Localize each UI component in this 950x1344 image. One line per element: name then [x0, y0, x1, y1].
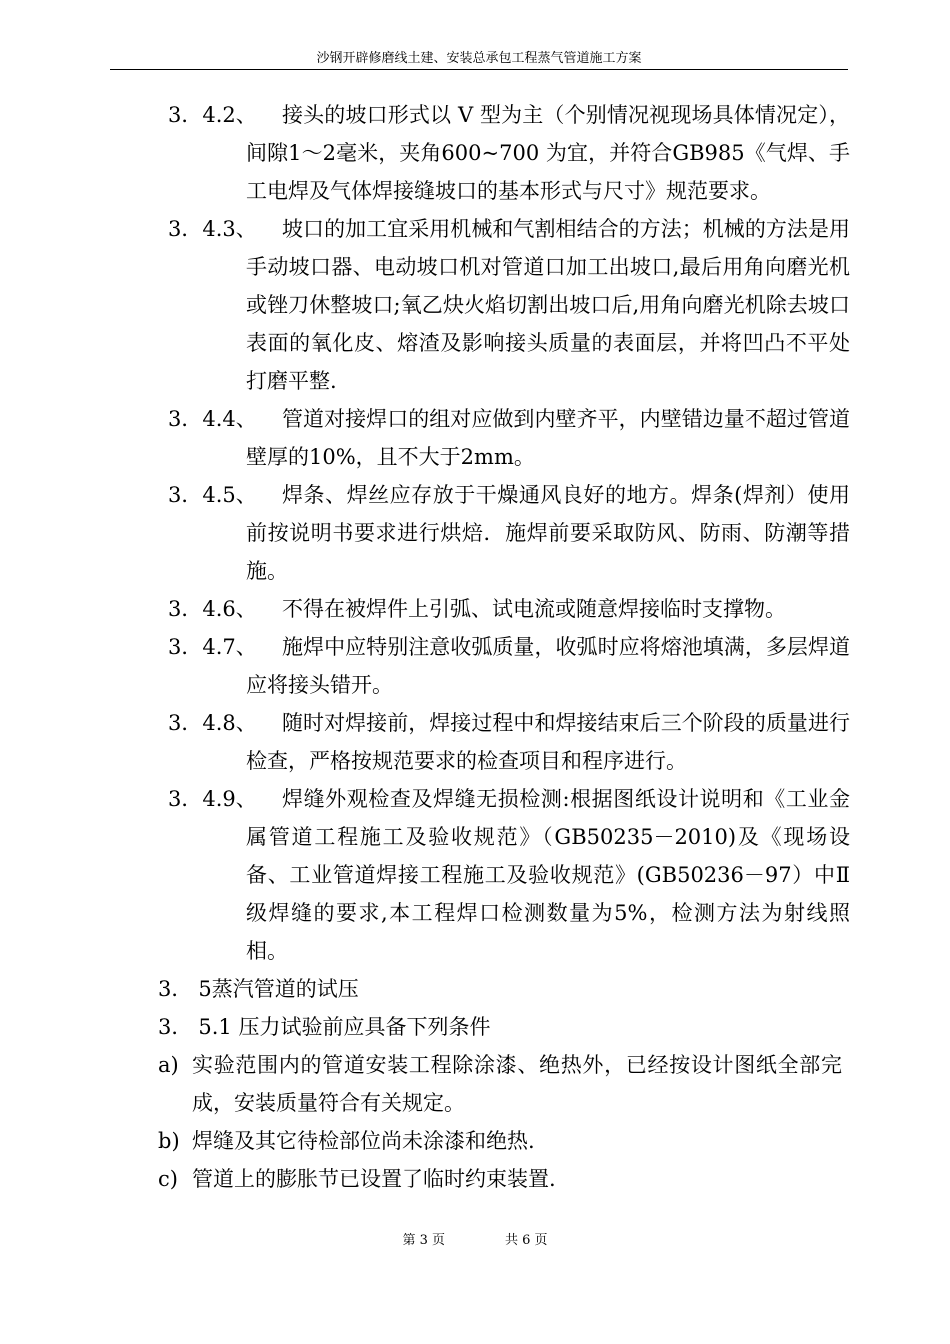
clause-number: 3．4.7、 — [168, 635, 257, 659]
condition-c — [0, 1160, 842, 1198]
clause-number: 3．4.3、 — [168, 217, 257, 241]
clause-text: 随时对焊接前，焊接过程中和焊接结束后三个阶段的质量进行检查，严格按规范要求的检查项目和程序进行。 — [246, 711, 850, 773]
clause-3-4-8 — [0, 704, 850, 780]
clause-number: 3．4.5、 — [168, 483, 257, 507]
clause-text: 不得在被焊件上引弧、试电流或随意焊接临时支撑物。 — [282, 597, 786, 621]
clause-3-4-2 — [0, 96, 850, 210]
clause-number: 3．4.9、 — [168, 787, 257, 811]
clause-number: 3．4.6、 — [168, 597, 257, 621]
condition-text: 焊缝及其它待检部位尚未涂漆和绝热. — [192, 1129, 535, 1153]
condition-label: a) — [158, 1053, 179, 1077]
clause-text: 焊缝外观检查及焊缝无损检测:根据图纸设计说明和《工业金属管道工程施工及验收规范》（GB50235－2010)及《现场设备、工业管道焊接工程施工及验收规范》(GB50236－97）中Ⅱ级焊缝的要求,本工程焊口检测数量为5%，检测方法为射线照相。 — [246, 787, 850, 963]
document-body — [0, 96, 950, 1198]
condition-text: 实验范围内的管道安装工程除涂漆、绝热外，已经按设计图纸全部完成，安装质量符合有关规定。 — [192, 1053, 842, 1115]
section-title: 5蒸汽管道的试压 — [198, 977, 359, 1001]
page-number: 第 3 页 — [402, 1233, 445, 1248]
clause-3-4-3 — [0, 210, 850, 400]
clause-3-4-5 — [0, 476, 850, 590]
condition-label: b) — [158, 1129, 180, 1153]
clause-text: 接头的坡口形式以 V 型为主（个别情况视现场具体情况定），间隙1～2毫米，夹角600~700 为宜，并符合GB985《气焊、手工电焊及气体焊接缝坡口的基本形式与尺寸》规范要求。 — [246, 103, 850, 203]
clause-3-4-6 — [0, 590, 850, 628]
clause-text: 管道对接焊口的组对应做到内壁齐平，内壁错边量不超过管道壁厚的10%，且不大于2mm。 — [246, 407, 850, 469]
clause-text: 坡口的加工宜采用机械和气割相结合的方法；机械的方法是用手动坡口器、电动坡口机对管道口加工出坡口,最后用角向磨光机或锉刀休整坡口;氧乙炔火焰切割出坡口后,用角向磨光机除去坡口表面的氧化皮、熔渣及影响接头质量的表面层，并将凹凸不平处打磨平整. — [246, 217, 850, 393]
section-heading — [0, 970, 850, 1008]
clause-number: 3．4.2、 — [168, 103, 257, 127]
clause-3-4-4 — [0, 400, 850, 476]
section-number: 3． — [158, 977, 193, 1001]
condition-a — [0, 1046, 842, 1122]
clause-number: 3．4.8、 — [168, 711, 257, 735]
subsection-number: 3． — [158, 1015, 193, 1039]
page-total: 共 6 页 — [505, 1233, 548, 1248]
clause-3-4-7 — [0, 628, 850, 704]
clause-number: 3．4.4、 — [168, 407, 257, 431]
clause-text: 施焊中应特别注意收弧质量，收弧时应将熔池填满，多层焊道应将接头错开。 — [246, 635, 850, 697]
subsection-title: 5.1 压力试验前应具备下列条件 — [198, 1015, 491, 1039]
page-footer — [0, 1232, 950, 1250]
header-title: 沙钢开辟修磨线土建、安装总承包工程蒸气管道施工方案 — [316, 51, 642, 66]
condition-b — [0, 1122, 842, 1160]
clause-3-4-9 — [0, 780, 850, 970]
page-header — [110, 50, 848, 70]
condition-label: c) — [158, 1167, 178, 1191]
clause-text: 焊条、焊丝应存放于干燥通风良好的地方。焊条(焊剂）使用前按说明书要求进行烘焙．施焊前要采取防风、防雨、防潮等措施。 — [246, 483, 850, 583]
condition-text: 管道上的膨胀节已设置了临时约束装置. — [192, 1167, 556, 1191]
subsection-heading — [0, 1008, 850, 1046]
